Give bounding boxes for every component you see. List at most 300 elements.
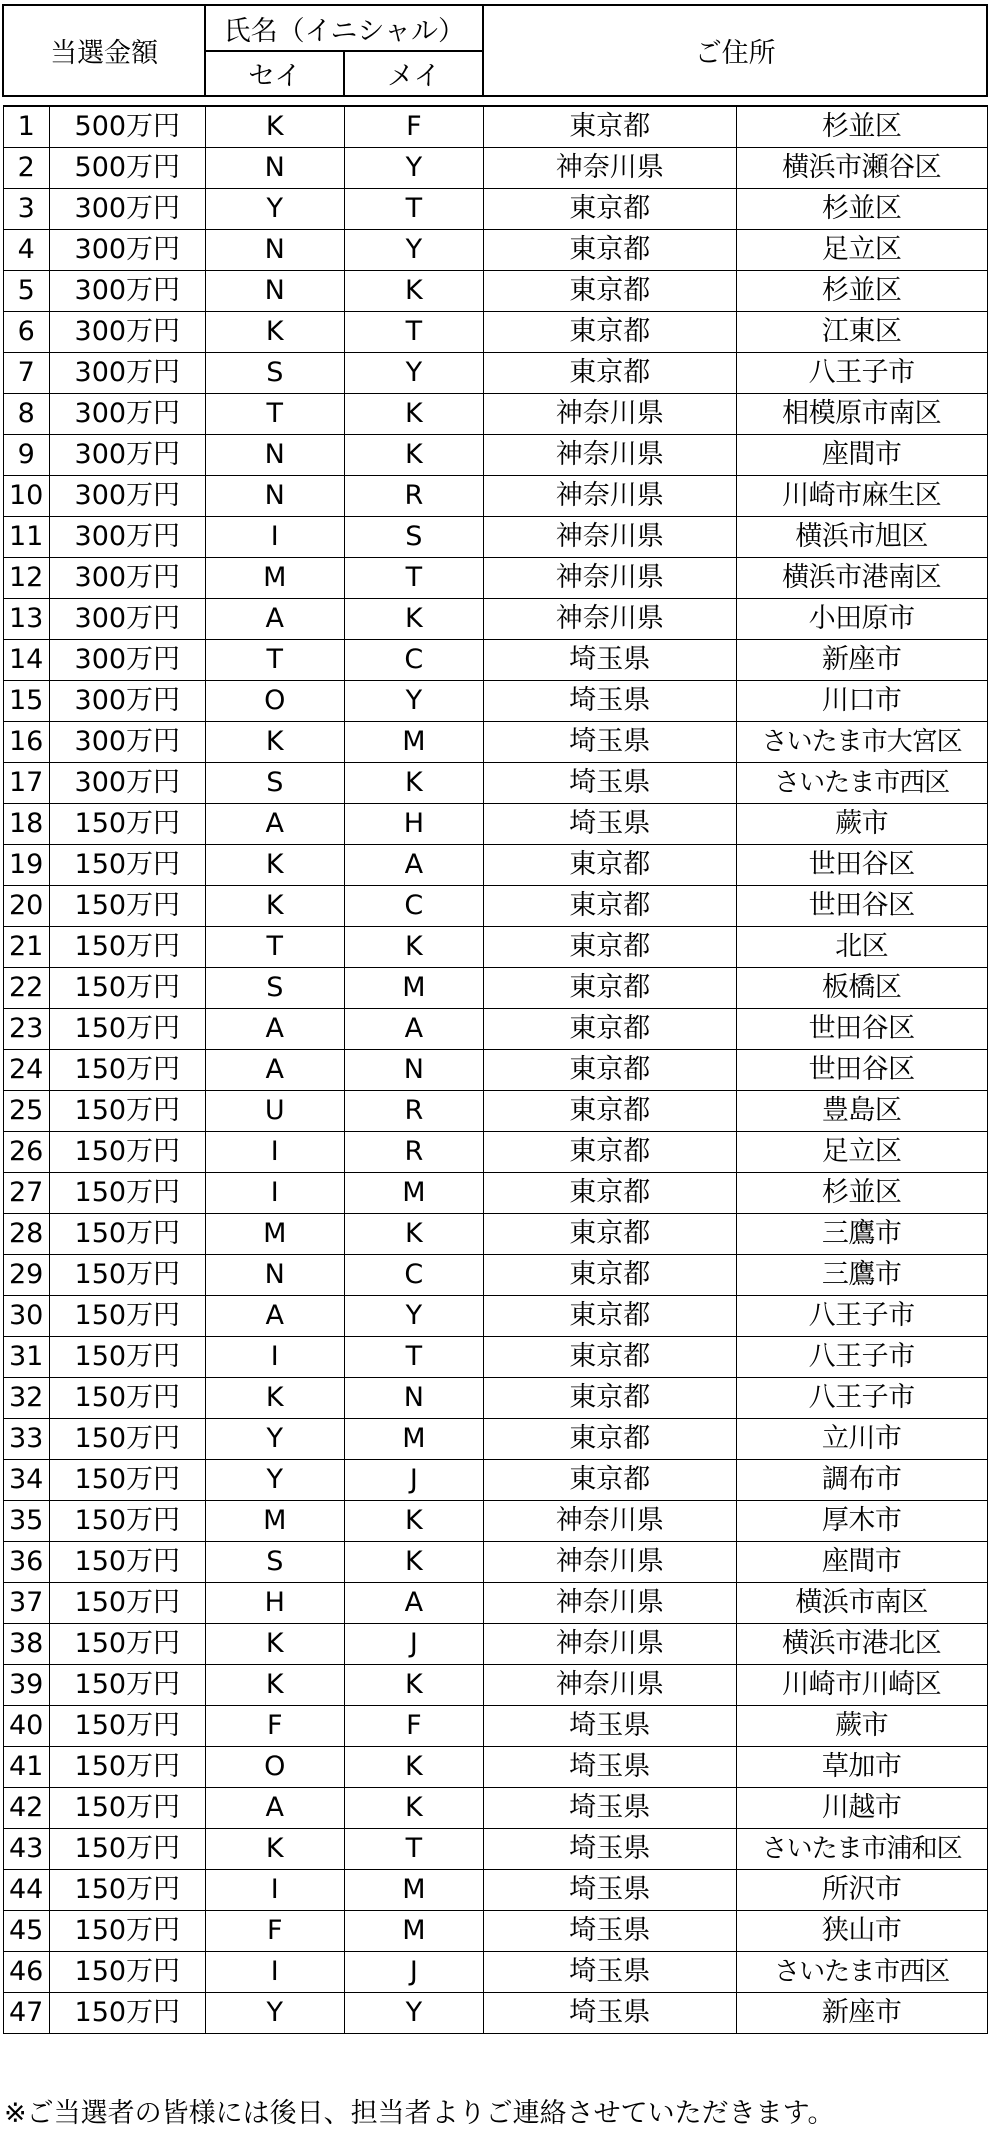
initial-mei: F <box>344 106 483 148</box>
prize-amount: 150万円 <box>49 1419 205 1460</box>
prize-amount: 300万円 <box>49 640 205 681</box>
table-row <box>3 1214 987 1255</box>
row-number: 24 <box>3 1050 49 1091</box>
initial-sei: Y <box>205 1460 344 1501</box>
table-row <box>3 722 987 763</box>
table-row <box>3 763 987 804</box>
prize-amount: 300万円 <box>49 517 205 558</box>
initial-mei: K <box>344 1542 483 1583</box>
header-name-initials: 氏名（イニシャル） <box>205 5 483 51</box>
row-number: 33 <box>3 1419 49 1460</box>
initial-mei: T <box>344 312 483 353</box>
initial-mei: R <box>344 1132 483 1173</box>
header-sei: セイ <box>205 51 344 96</box>
initial-mei: N <box>344 1050 483 1091</box>
initial-sei: K <box>205 1378 344 1419</box>
row-number: 27 <box>3 1173 49 1214</box>
initial-sei: M <box>205 1501 344 1542</box>
table-row <box>3 927 987 968</box>
initial-sei: A <box>205 1009 344 1050</box>
table-row <box>3 476 987 517</box>
prize-amount: 150万円 <box>49 1706 205 1747</box>
initial-mei: F <box>344 1706 483 1747</box>
row-number: 25 <box>3 1091 49 1132</box>
row-number: 14 <box>3 640 49 681</box>
initial-sei: S <box>205 1542 344 1583</box>
table-body <box>3 96 987 2034</box>
prefecture: 東京都 <box>483 106 736 148</box>
initial-sei: I <box>205 1870 344 1911</box>
city: 世田谷区 <box>736 886 987 927</box>
table-row <box>3 599 987 640</box>
prize-amount: 300万円 <box>49 681 205 722</box>
prize-amount: 150万円 <box>49 1583 205 1624</box>
initial-sei: O <box>205 681 344 722</box>
table-row <box>3 106 987 148</box>
prize-amount: 300万円 <box>49 189 205 230</box>
prefecture: 東京都 <box>483 1255 736 1296</box>
initial-mei: J <box>344 1952 483 1993</box>
table-row <box>3 1296 987 1337</box>
row-number: 12 <box>3 558 49 599</box>
prefecture: 埼玉県 <box>483 763 736 804</box>
prize-amount: 150万円 <box>49 1378 205 1419</box>
table-row <box>3 1132 987 1173</box>
table-row <box>3 353 987 394</box>
prize-amount: 150万円 <box>49 1460 205 1501</box>
prize-amount: 150万円 <box>49 1788 205 1829</box>
initial-mei: M <box>344 1870 483 1911</box>
table-header <box>3 5 987 96</box>
initial-sei: Y <box>205 1993 344 2034</box>
table-row <box>3 1009 987 1050</box>
initial-sei: K <box>205 886 344 927</box>
prize-amount: 300万円 <box>49 353 205 394</box>
row-number: 40 <box>3 1706 49 1747</box>
prefecture: 埼玉県 <box>483 1829 736 1870</box>
prefecture: 埼玉県 <box>483 1993 736 2034</box>
prefecture: 神奈川県 <box>483 1624 736 1665</box>
city: 足立区 <box>736 1132 987 1173</box>
row-number: 43 <box>3 1829 49 1870</box>
prefecture: 東京都 <box>483 1419 736 1460</box>
initial-sei: T <box>205 394 344 435</box>
row-number: 18 <box>3 804 49 845</box>
initial-sei: T <box>205 640 344 681</box>
initial-sei: F <box>205 1706 344 1747</box>
table-row <box>3 1050 987 1091</box>
prize-amount: 150万円 <box>49 886 205 927</box>
table-row <box>3 1173 987 1214</box>
city: 北区 <box>736 927 987 968</box>
prefecture: 埼玉県 <box>483 1747 736 1788</box>
row-number: 23 <box>3 1009 49 1050</box>
city: 横浜市南区 <box>736 1583 987 1624</box>
row-number: 20 <box>3 886 49 927</box>
row-number: 38 <box>3 1624 49 1665</box>
city: 川越市 <box>736 1788 987 1829</box>
initial-mei: Y <box>344 681 483 722</box>
initial-sei: K <box>205 106 344 148</box>
initial-sei: K <box>205 1624 344 1665</box>
table-row <box>3 1542 987 1583</box>
initial-mei: T <box>344 189 483 230</box>
city: 所沢市 <box>736 1870 987 1911</box>
initial-sei: K <box>205 1665 344 1706</box>
row-number: 32 <box>3 1378 49 1419</box>
initial-mei: K <box>344 1665 483 1706</box>
initial-mei: Y <box>344 1993 483 2034</box>
initial-sei: I <box>205 1173 344 1214</box>
table-row <box>3 1501 987 1542</box>
city: 厚木市 <box>736 1501 987 1542</box>
city: 蕨市 <box>736 1706 987 1747</box>
initial-mei: K <box>344 1214 483 1255</box>
table-row <box>3 148 987 189</box>
initial-sei: O <box>205 1747 344 1788</box>
initial-sei: M <box>205 1214 344 1255</box>
city: 世田谷区 <box>736 1050 987 1091</box>
city: 板橋区 <box>736 968 987 1009</box>
initial-sei: K <box>205 1829 344 1870</box>
city: 江東区 <box>736 312 987 353</box>
prefecture: 東京都 <box>483 1460 736 1501</box>
prize-amount: 300万円 <box>49 763 205 804</box>
row-number: 1 <box>3 106 49 148</box>
prize-amount: 150万円 <box>49 1132 205 1173</box>
prize-amount: 500万円 <box>49 106 205 148</box>
prize-amount: 150万円 <box>49 1296 205 1337</box>
prefecture: 埼玉県 <box>483 640 736 681</box>
row-number: 6 <box>3 312 49 353</box>
row-number: 19 <box>3 845 49 886</box>
city: 川崎市麻生区 <box>736 476 987 517</box>
initial-sei: N <box>205 148 344 189</box>
city: 豊島区 <box>736 1091 987 1132</box>
initial-mei: A <box>344 1009 483 1050</box>
prefecture: 東京都 <box>483 189 736 230</box>
prize-amount: 300万円 <box>49 312 205 353</box>
prefecture: 埼玉県 <box>483 722 736 763</box>
initial-mei: S <box>344 517 483 558</box>
prize-amount: 500万円 <box>49 148 205 189</box>
initial-sei: I <box>205 1952 344 1993</box>
prize-amount: 150万円 <box>49 1050 205 1091</box>
city: 横浜市港南区 <box>736 558 987 599</box>
prize-amount: 150万円 <box>49 1501 205 1542</box>
row-number: 7 <box>3 353 49 394</box>
prefecture: 東京都 <box>483 1050 736 1091</box>
row-number: 3 <box>3 189 49 230</box>
prefecture: 東京都 <box>483 886 736 927</box>
initial-sei: U <box>205 1091 344 1132</box>
initial-mei: C <box>344 640 483 681</box>
city: さいたま市浦和区 <box>736 1829 987 1870</box>
table-row <box>3 1255 987 1296</box>
prize-amount: 300万円 <box>49 558 205 599</box>
city: 草加市 <box>736 1747 987 1788</box>
row-number: 46 <box>3 1952 49 1993</box>
table-row <box>3 517 987 558</box>
prize-amount: 150万円 <box>49 1665 205 1706</box>
initial-mei: K <box>344 1788 483 1829</box>
table-row <box>3 1870 987 1911</box>
row-number: 42 <box>3 1788 49 1829</box>
prefecture: 神奈川県 <box>483 1542 736 1583</box>
prefecture: 神奈川県 <box>483 148 736 189</box>
row-number: 13 <box>3 599 49 640</box>
row-number: 34 <box>3 1460 49 1501</box>
prize-amount: 150万円 <box>49 1214 205 1255</box>
city: 新座市 <box>736 640 987 681</box>
prefecture: 東京都 <box>483 271 736 312</box>
prize-amount: 150万円 <box>49 804 205 845</box>
initial-mei: N <box>344 1378 483 1419</box>
table-row <box>3 189 987 230</box>
initial-sei: S <box>205 353 344 394</box>
row-number: 5 <box>3 271 49 312</box>
row-number: 28 <box>3 1214 49 1255</box>
city: さいたま市大宮区 <box>736 722 987 763</box>
prize-amount: 150万円 <box>49 1829 205 1870</box>
prize-amount: 150万円 <box>49 1091 205 1132</box>
initial-mei: M <box>344 968 483 1009</box>
city: 横浜市旭区 <box>736 517 987 558</box>
prize-amount: 300万円 <box>49 394 205 435</box>
footnote: ※ご当選者の皆様には後日、担当者よりご連絡させていただきます。 <box>4 2098 835 2129</box>
city: 三鷹市 <box>736 1255 987 1296</box>
prefecture: 神奈川県 <box>483 1583 736 1624</box>
prefecture: 東京都 <box>483 968 736 1009</box>
prefecture: 東京都 <box>483 1091 736 1132</box>
prize-amount: 150万円 <box>49 1009 205 1050</box>
prefecture: 神奈川県 <box>483 1501 736 1542</box>
initial-mei: H <box>344 804 483 845</box>
initial-sei: A <box>205 599 344 640</box>
city: 世田谷区 <box>736 845 987 886</box>
prize-amount: 150万円 <box>49 1870 205 1911</box>
initial-sei: S <box>205 968 344 1009</box>
initial-mei: M <box>344 1173 483 1214</box>
row-number: 4 <box>3 230 49 271</box>
table-row <box>3 312 987 353</box>
city: 八王子市 <box>736 1337 987 1378</box>
city: 座間市 <box>736 435 987 476</box>
table-row <box>3 1419 987 1460</box>
initial-mei: K <box>344 599 483 640</box>
initial-mei: M <box>344 722 483 763</box>
prize-amount: 150万円 <box>49 1173 205 1214</box>
table-row <box>3 1788 987 1829</box>
initial-mei: Y <box>344 353 483 394</box>
prize-amount: 150万円 <box>49 1624 205 1665</box>
row-number: 21 <box>3 927 49 968</box>
prefecture: 神奈川県 <box>483 1665 736 1706</box>
prefecture: 東京都 <box>483 1378 736 1419</box>
initial-sei: N <box>205 1255 344 1296</box>
city: 杉並区 <box>736 106 987 148</box>
prefecture: 東京都 <box>483 312 736 353</box>
table-row <box>3 1911 987 1952</box>
row-number: 10 <box>3 476 49 517</box>
table-row <box>3 1460 987 1501</box>
prefecture: 東京都 <box>483 927 736 968</box>
initial-mei: Y <box>344 1296 483 1337</box>
row-number: 39 <box>3 1665 49 1706</box>
initial-mei: K <box>344 394 483 435</box>
row-number: 41 <box>3 1747 49 1788</box>
row-number: 37 <box>3 1583 49 1624</box>
city: 横浜市港北区 <box>736 1624 987 1665</box>
initial-mei: A <box>344 1583 483 1624</box>
prize-amount: 150万円 <box>49 1337 205 1378</box>
initial-mei: C <box>344 1255 483 1296</box>
row-number: 8 <box>3 394 49 435</box>
table-row <box>3 1091 987 1132</box>
prefecture: 神奈川県 <box>483 394 736 435</box>
header-mei: メイ <box>344 51 483 96</box>
prefecture: 埼玉県 <box>483 1870 736 1911</box>
prefecture: 東京都 <box>483 353 736 394</box>
row-number: 47 <box>3 1993 49 2034</box>
prefecture: 埼玉県 <box>483 1952 736 1993</box>
city: 杉並区 <box>736 271 987 312</box>
prize-amount: 300万円 <box>49 435 205 476</box>
prefecture: 神奈川県 <box>483 435 736 476</box>
prize-amount: 150万円 <box>49 927 205 968</box>
initial-sei: S <box>205 763 344 804</box>
table-row <box>3 886 987 927</box>
row-number: 2 <box>3 148 49 189</box>
prefecture: 東京都 <box>483 845 736 886</box>
table-row <box>3 1665 987 1706</box>
city: 杉並区 <box>736 1173 987 1214</box>
city: 杉並区 <box>736 189 987 230</box>
row-number: 11 <box>3 517 49 558</box>
prefecture: 東京都 <box>483 1337 736 1378</box>
initial-sei: K <box>205 722 344 763</box>
prize-amount: 300万円 <box>49 271 205 312</box>
city: 相模原市南区 <box>736 394 987 435</box>
initial-sei: N <box>205 476 344 517</box>
initial-mei: K <box>344 763 483 804</box>
initial-sei: T <box>205 927 344 968</box>
row-number: 26 <box>3 1132 49 1173</box>
prize-amount: 150万円 <box>49 845 205 886</box>
initial-sei: N <box>205 271 344 312</box>
initial-mei: K <box>344 1747 483 1788</box>
initial-sei: F <box>205 1911 344 1952</box>
prefecture: 神奈川県 <box>483 558 736 599</box>
initial-mei: T <box>344 1337 483 1378</box>
initial-sei: A <box>205 1296 344 1337</box>
prize-amount: 150万円 <box>49 1993 205 2034</box>
row-number: 17 <box>3 763 49 804</box>
initial-sei: K <box>205 312 344 353</box>
initial-mei: R <box>344 1091 483 1132</box>
row-number: 44 <box>3 1870 49 1911</box>
prefecture: 埼玉県 <box>483 1788 736 1829</box>
row-number: 35 <box>3 1501 49 1542</box>
city: 横浜市瀬谷区 <box>736 148 987 189</box>
initial-sei: K <box>205 845 344 886</box>
city: 八王子市 <box>736 353 987 394</box>
prefecture: 神奈川県 <box>483 599 736 640</box>
row-number: 22 <box>3 968 49 1009</box>
initial-mei: T <box>344 558 483 599</box>
initial-sei: I <box>205 1337 344 1378</box>
initial-mei: C <box>344 886 483 927</box>
table-row <box>3 435 987 476</box>
initial-mei: K <box>344 927 483 968</box>
city: 調布市 <box>736 1460 987 1501</box>
initial-mei: K <box>344 435 483 476</box>
city: 川崎市川崎区 <box>736 1665 987 1706</box>
prize-amount: 300万円 <box>49 722 205 763</box>
prize-amount: 150万円 <box>49 1911 205 1952</box>
initial-mei: T <box>344 1829 483 1870</box>
prize-amount: 150万円 <box>49 1542 205 1583</box>
city: さいたま市西区 <box>736 763 987 804</box>
city: 小田原市 <box>736 599 987 640</box>
prefecture: 埼玉県 <box>483 804 736 845</box>
table-row <box>3 1624 987 1665</box>
city: 座間市 <box>736 1542 987 1583</box>
city: 狭山市 <box>736 1911 987 1952</box>
prefecture: 東京都 <box>483 1009 736 1050</box>
prefecture: 東京都 <box>483 230 736 271</box>
city: さいたま市西区 <box>736 1952 987 1993</box>
row-number: 31 <box>3 1337 49 1378</box>
prize-amount: 150万円 <box>49 1952 205 1993</box>
row-number: 15 <box>3 681 49 722</box>
row-number: 29 <box>3 1255 49 1296</box>
initial-mei: A <box>344 845 483 886</box>
initial-sei: Y <box>205 189 344 230</box>
initial-sei: N <box>205 230 344 271</box>
table-row <box>3 1952 987 1993</box>
table-row <box>3 230 987 271</box>
initial-sei: A <box>205 804 344 845</box>
prefecture: 埼玉県 <box>483 1911 736 1952</box>
table-row <box>3 640 987 681</box>
table-row <box>3 394 987 435</box>
initial-sei: H <box>205 1583 344 1624</box>
table-row <box>3 681 987 722</box>
table-row <box>3 1706 987 1747</box>
table-row <box>3 804 987 845</box>
initial-mei: R <box>344 476 483 517</box>
city: 新座市 <box>736 1993 987 2034</box>
city: 蕨市 <box>736 804 987 845</box>
row-number: 9 <box>3 435 49 476</box>
table-row <box>3 1829 987 1870</box>
initial-sei: A <box>205 1050 344 1091</box>
initial-mei: J <box>344 1460 483 1501</box>
table-row <box>3 968 987 1009</box>
initial-sei: I <box>205 517 344 558</box>
prefecture: 東京都 <box>483 1214 736 1255</box>
initial-mei: K <box>344 1501 483 1542</box>
city: 八王子市 <box>736 1378 987 1419</box>
row-number: 16 <box>3 722 49 763</box>
header-amount: 当選金額 <box>3 5 205 96</box>
prize-amount: 150万円 <box>49 1747 205 1788</box>
prefecture: 東京都 <box>483 1296 736 1337</box>
table-row <box>3 1993 987 2034</box>
table-row <box>3 271 987 312</box>
prefecture: 東京都 <box>483 1173 736 1214</box>
